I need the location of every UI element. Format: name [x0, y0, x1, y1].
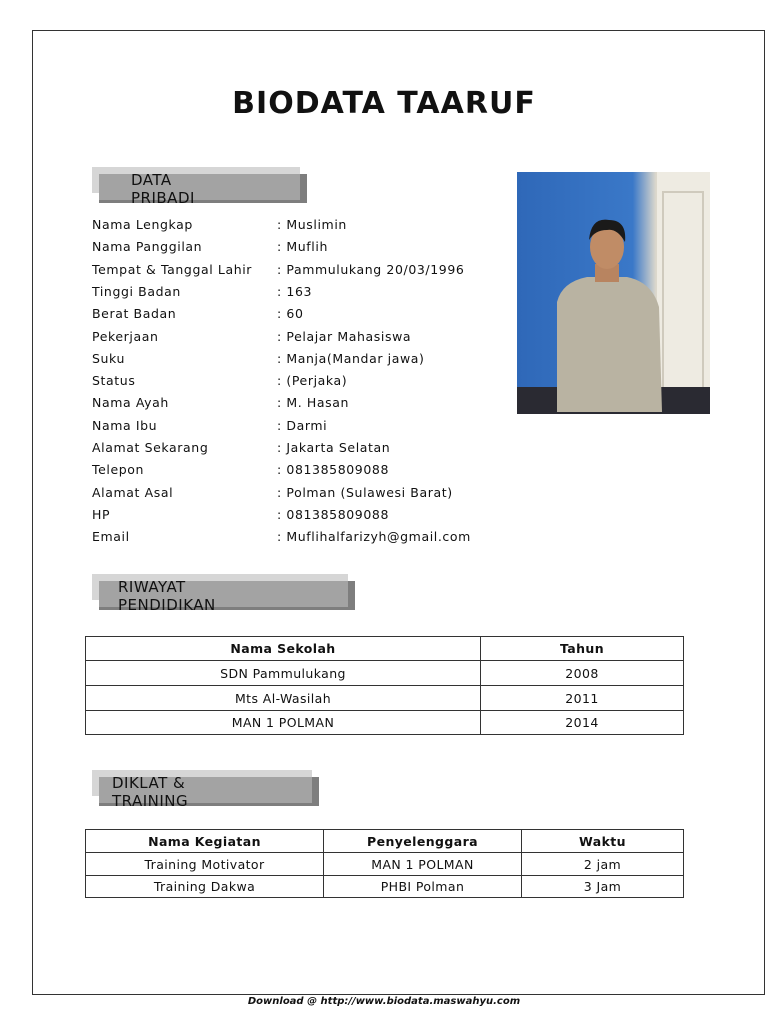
cell: 2008 — [481, 661, 684, 686]
table-row — [86, 876, 684, 898]
field-value: : (Perjaka) — [277, 373, 348, 389]
cell: MAN 1 POLMAN — [324, 853, 522, 876]
field-label: Pekerjaan — [92, 328, 159, 344]
profile-photo — [517, 172, 710, 414]
footer-download-link[interactable]: Download @ http://www.biodata.maswahyu.com — [247, 996, 521, 1007]
cell: SDN Pammulukang — [86, 661, 481, 686]
field-value: : 163 — [277, 283, 313, 299]
column-header: Nama Kegiatan — [86, 830, 324, 853]
field-label: Status — [92, 373, 136, 389]
field-value: : 081385809088 — [277, 506, 390, 522]
cell: Mts Al-Wasilah — [86, 686, 481, 711]
column-header: Nama Sekolah — [86, 637, 481, 661]
page-title: BIODATA TAARUF — [232, 86, 536, 121]
table-row — [86, 661, 684, 686]
field-value: : Darmi — [277, 417, 328, 433]
cell: 3 Jam — [522, 876, 684, 898]
field-value: : Manja(Mandar jawa) — [277, 350, 425, 366]
field-label: Nama Lengkap — [92, 217, 193, 232]
education-table — [85, 636, 684, 735]
table-row — [86, 686, 684, 711]
field-value: : Polman (Sulawesi Barat) — [277, 484, 453, 500]
field-label: Email — [92, 529, 130, 545]
field-label: Nama Panggilan — [92, 239, 203, 255]
field-label: Telepon — [92, 462, 145, 478]
cell: 2011 — [481, 686, 684, 711]
field-label: Tempat & Tanggal Lahir — [92, 261, 253, 277]
column-header: Penyelenggara — [324, 830, 522, 853]
field-label: Suku — [92, 350, 126, 366]
field-value: : Muflih — [277, 239, 328, 255]
field-value: : Muflihalfarizyh@gmail.com — [277, 529, 471, 545]
field-value: : Muslimin — [277, 217, 347, 232]
cell: 2 jam — [522, 853, 684, 876]
field-value: : 081385809088 — [277, 462, 390, 478]
field-label: HP — [92, 506, 111, 522]
column-header: Tahun — [481, 637, 684, 661]
cell: Training Motivator — [86, 853, 324, 876]
cell: PHBI Polman — [324, 876, 522, 898]
field-label: Tinggi Badan — [92, 283, 181, 299]
table-row — [86, 853, 684, 876]
field-value: : Pelajar Mahasiswa — [277, 328, 412, 344]
column-header: Waktu — [522, 830, 684, 853]
cell: MAN 1 POLMAN — [86, 711, 481, 735]
field-label: Berat Badan — [92, 306, 177, 322]
field-value: : Jakarta Selatan — [277, 440, 391, 455]
field-value: : 60 — [277, 306, 304, 322]
field-value: : M. Hasan — [277, 395, 350, 411]
field-label: Nama Ibu — [92, 417, 158, 433]
section-title: DIKLAT & TRAINING — [112, 774, 189, 810]
table-row — [86, 711, 684, 735]
training-table — [85, 829, 684, 898]
field-value: : Pammulukang 20/03/1996 — [277, 261, 465, 277]
cell: 2014 — [481, 711, 684, 735]
section-title: DATA PRIBADI — [131, 171, 195, 207]
field-label: Alamat Asal — [92, 484, 174, 500]
field-label: Nama Ayah — [92, 395, 169, 411]
section-title: RIWAYAT PENDIDIKAN — [118, 578, 216, 614]
cell: Training Dakwa — [86, 876, 324, 898]
field-label: Alamat Sekarang — [92, 440, 209, 455]
